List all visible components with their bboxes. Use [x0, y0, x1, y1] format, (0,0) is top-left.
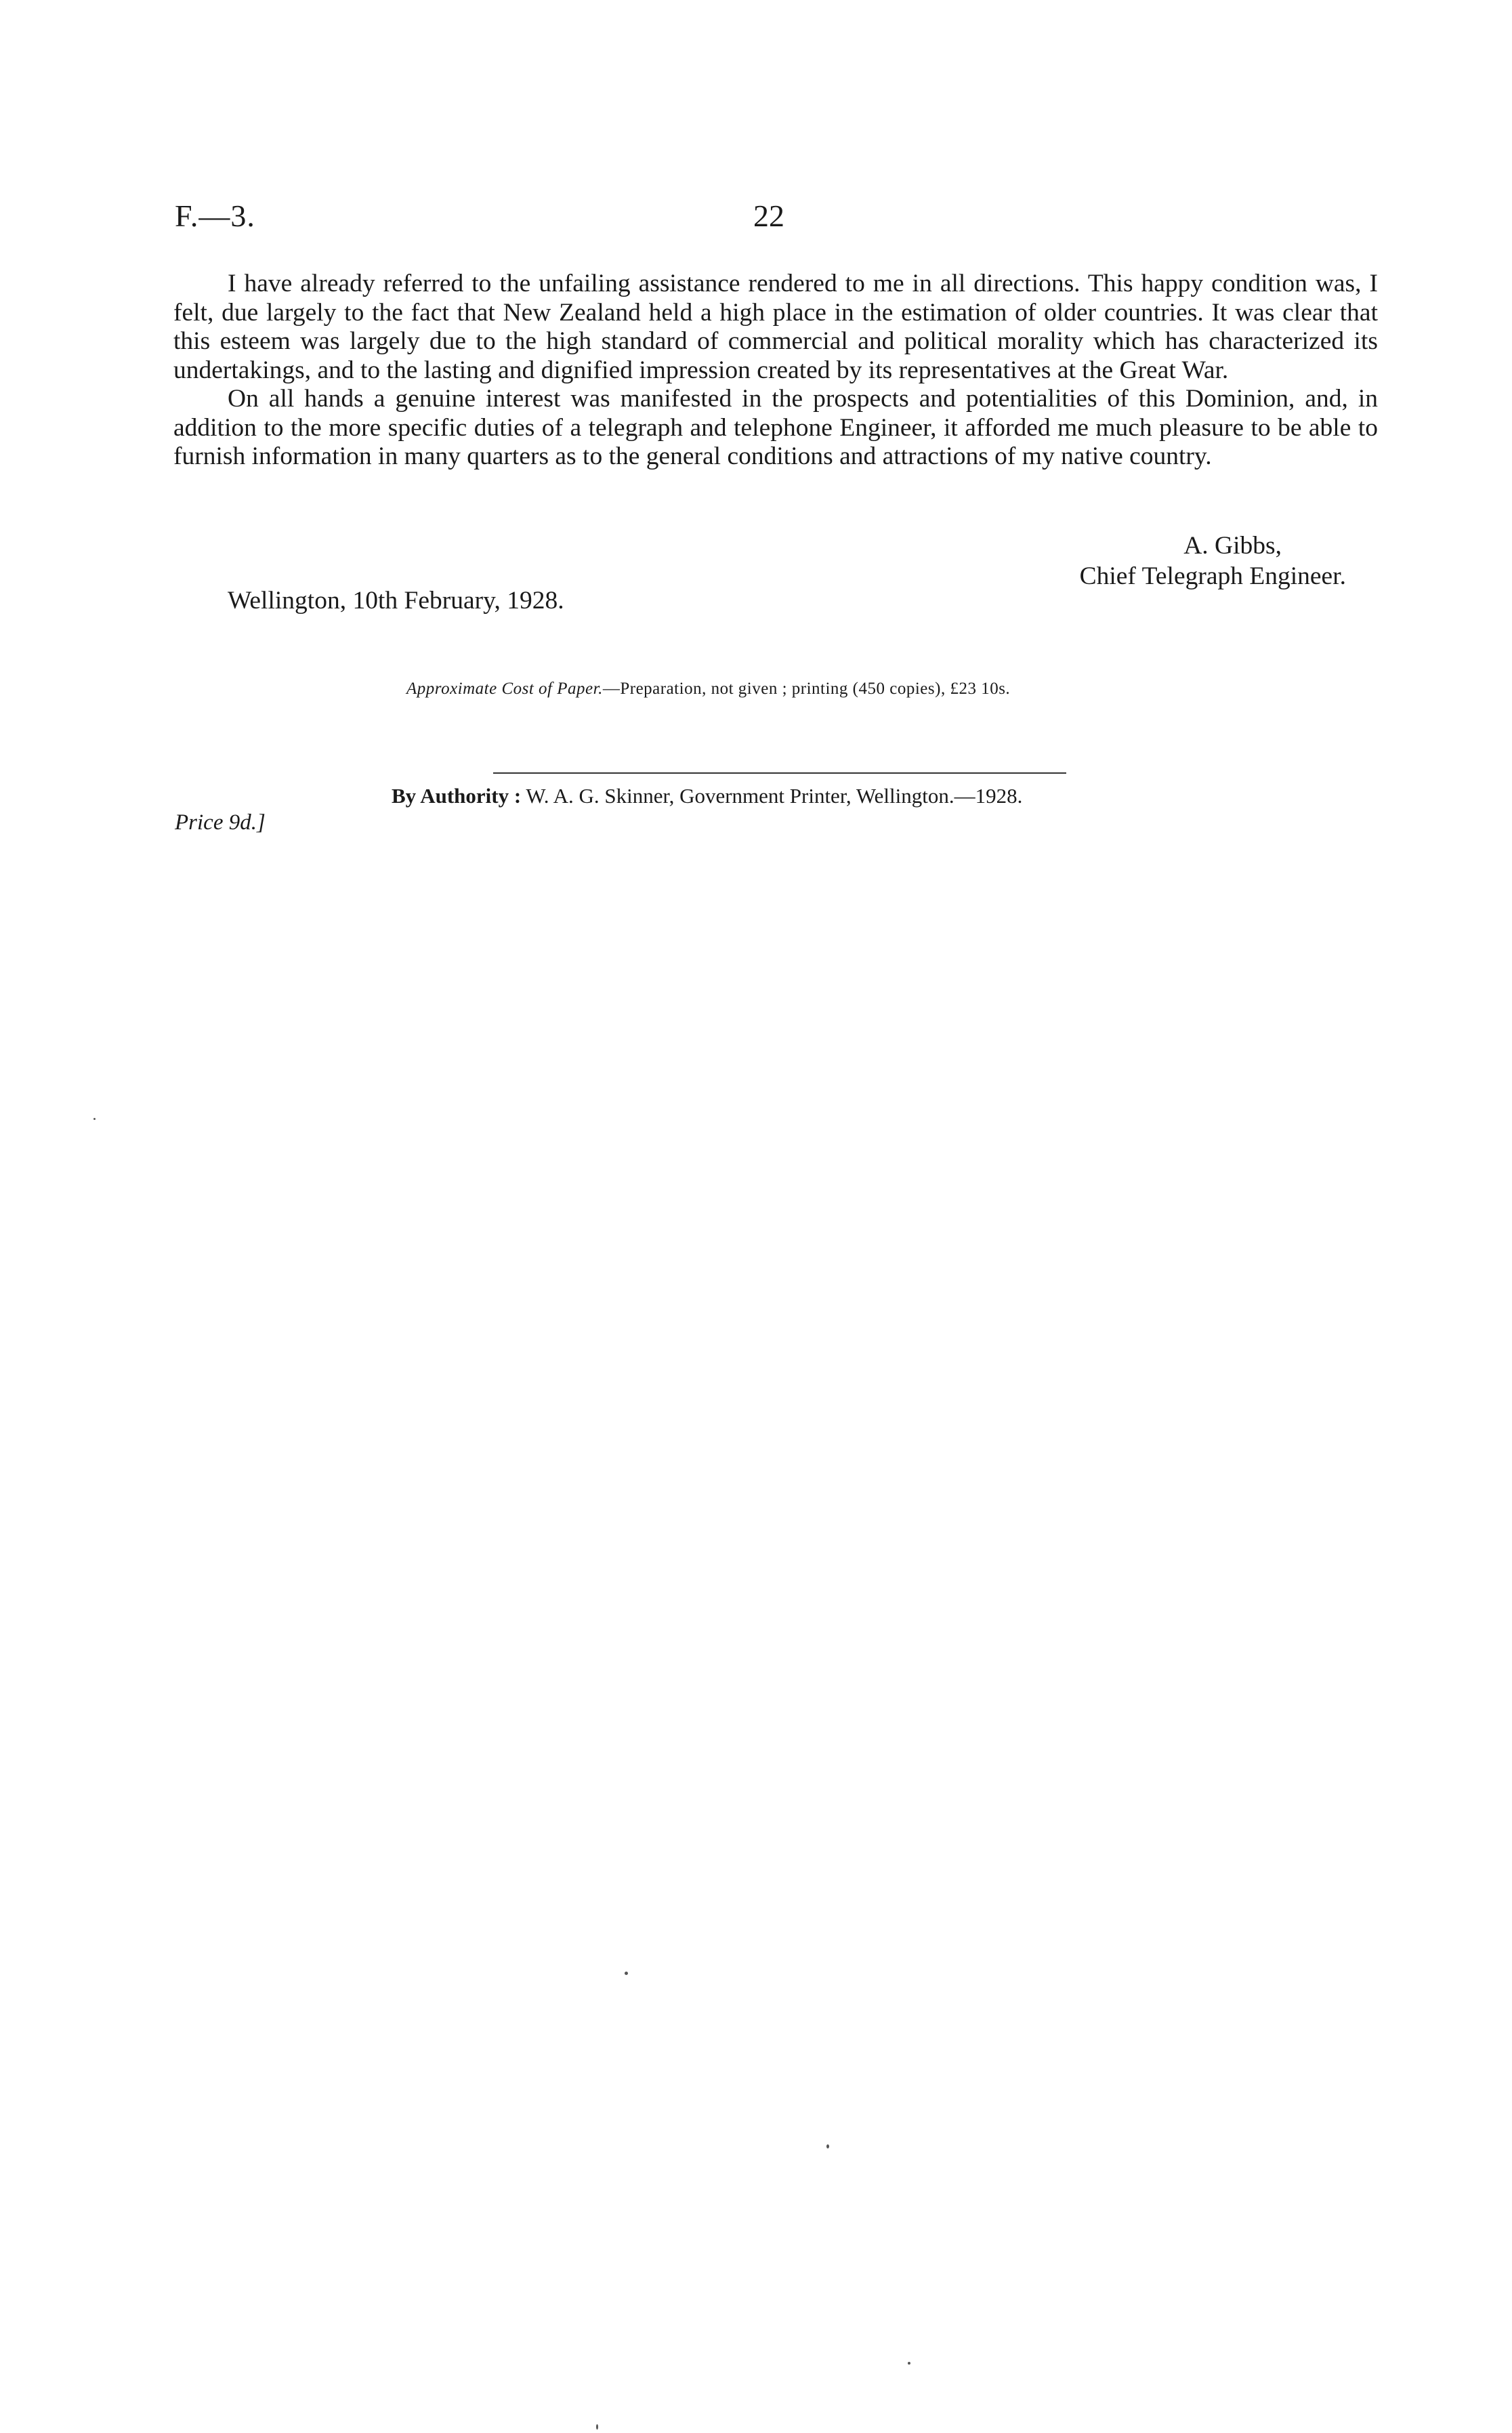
- scan-speck: [826, 2144, 829, 2148]
- page-number: 22: [753, 199, 784, 233]
- printer-imprint: [392, 784, 1022, 808]
- imprint-printer: W. A. G. Skinner, Government Printer, Wellington.—1928.: [526, 784, 1023, 808]
- paragraph-interest: On all hands a genuine interest was manifested in the prospects and potentialities of this Dominion, and, in addition to the more specific duties of a telegraph and telephone Engineer, it afforded me much pleasure to be able to furnish information in many quarters as to the general conditions and attractions of my native country.: [173, 385, 1378, 470]
- cost-of-paper-note: [406, 680, 1010, 699]
- signature-block: [940, 531, 1346, 591]
- price-label: Price 9d.]: [175, 810, 266, 835]
- body-text: [173, 270, 1378, 472]
- paragraph-assistance: I have already referred to the unfailing assistance rendered to me in all directions. This happy condition was, I felt, due largely to the fact that New Zealand held a high place in the estimation of older countries. It was clear that this esteem was largely due to the high standard of commercial and political morality which has characterized its undertakings, and to the lasting and dignified impression created by its representatives at the Great War.: [173, 270, 1378, 384]
- signatory-title: Chief Telegraph Engineer.: [1079, 562, 1346, 590]
- imprint-lead: By Authority :: [392, 784, 522, 808]
- cost-note-lead: Approximate Cost of Paper.: [406, 680, 603, 698]
- scan-speck: [596, 2424, 598, 2430]
- document-reference: F.—3.: [175, 199, 255, 233]
- dateline: Wellington, 10th February, 1928.: [228, 587, 564, 615]
- scan-speck: [93, 1118, 96, 1120]
- signatory-name: A. Gibbs,: [1183, 532, 1282, 560]
- divider-rule: [493, 772, 1066, 774]
- cost-note-detail: —Preparation, not given ; printing (450 copies), £23 10s.: [602, 680, 1011, 698]
- scan-speck: [908, 2362, 910, 2365]
- scan-speck: [625, 1972, 628, 1975]
